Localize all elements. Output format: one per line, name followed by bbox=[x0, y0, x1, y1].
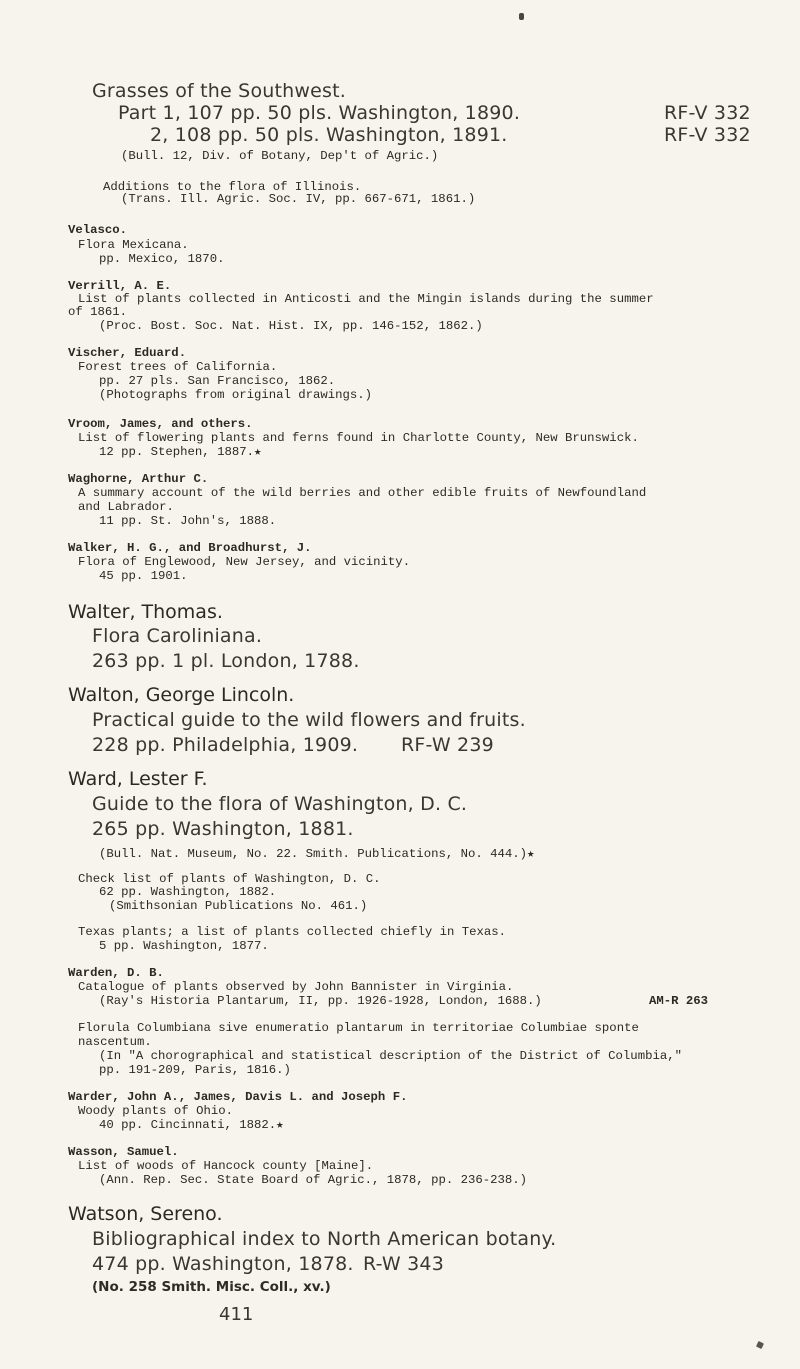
entry-series: pp. 191-209, Paris, 1816.) bbox=[99, 1063, 291, 1077]
entry-title: nascentum. bbox=[78, 1035, 152, 1049]
entry-title: List of woods of Hancock county [Maine]. bbox=[78, 1159, 374, 1173]
entry-imprint: 265 pp. Washington, 1881. bbox=[92, 818, 354, 840]
entry-note: (Photographs from original drawings.) bbox=[99, 388, 373, 402]
entry-imprint: 62 pp. Washington, 1882. bbox=[99, 885, 277, 899]
entry-author: Watson, Sereno. bbox=[68, 1203, 223, 1225]
call-number: RF-V 332 bbox=[664, 102, 751, 124]
entry-series: (Ann. Rep. Sec. State Board of Agric., 1878, pp. 236-238.) bbox=[99, 1173, 528, 1187]
entry-imprint: pp. 27 pls. San Francisco, 1862. bbox=[99, 374, 336, 388]
entry-author: Vischer, Eduard. bbox=[68, 346, 187, 360]
entry-imprint: 263 pp. 1 pl. London, 1788. bbox=[92, 650, 360, 672]
entry-author: Walton, George Lincoln. bbox=[68, 684, 295, 706]
entry-series: (No. 258 Smith. Misc. Coll., xv.) bbox=[92, 1279, 331, 1295]
entry-imprint: Part 1, 107 pp. 50 pls. Washington, 1890. bbox=[118, 102, 521, 124]
entry-title: Catalogue of plants observed by John Bannister in Virginia. bbox=[78, 980, 514, 994]
entry-title: Flora Mexicana. bbox=[78, 238, 189, 252]
entry-series: (Proc. Bost. Soc. Nat. Hist. IX, pp. 146-152, 1862.) bbox=[99, 319, 483, 333]
entry-series: (Trans. Ill. Agric. Soc. IV, pp. 667-671, 1861.) bbox=[121, 192, 476, 206]
entry-imprint: 45 pp. 1901. bbox=[99, 569, 188, 583]
entry-imprint: 11 pp. St. John's, 1888. bbox=[99, 514, 277, 528]
entry-title: List of plants collected in Anticosti and the Mingin islands during the summer bbox=[78, 292, 654, 306]
entry-title: and Labrador. bbox=[78, 500, 174, 514]
entry-author: Vroom, James, and others. bbox=[68, 417, 253, 431]
entry-series: (Bull. Nat. Museum, No. 22. Smith. Publications, No. 444.)★ bbox=[99, 847, 535, 861]
entry-imprint: 5 pp. Washington, 1877. bbox=[99, 939, 269, 953]
entry-title: of 1861. bbox=[68, 305, 128, 319]
entry-title: Flora Caroliniana. bbox=[92, 625, 263, 647]
page-number: 411 bbox=[219, 1304, 254, 1325]
entry-title: Guide to the flora of Washington, D. C. bbox=[92, 793, 468, 815]
entry-title: Grasses of the Southwest. bbox=[92, 80, 347, 102]
entry-imprint: pp. Mexico, 1870. bbox=[99, 252, 225, 266]
entry-author: Walker, H. G., and Broadhurst, J. bbox=[68, 541, 312, 555]
entry-author: Wasson, Samuel. bbox=[68, 1145, 179, 1159]
entry-author: Verrill, A. E. bbox=[68, 279, 172, 293]
entry-series: (In "A chorographical and statistical description of the District of Columbia," bbox=[99, 1049, 682, 1063]
entry-series: (Smithsonian Publications No. 461.) bbox=[109, 899, 368, 913]
entry-title: Woody plants of Ohio. bbox=[78, 1104, 233, 1118]
entry-imprint: 228 pp. Philadelphia, 1909. bbox=[92, 734, 359, 756]
call-number: RF-W 239 bbox=[401, 734, 494, 756]
entry-author: Velasco. bbox=[68, 223, 128, 237]
entry-title: Florula Columbiana sive enumeratio plantarum in territoriae Columbiae sponte bbox=[78, 1021, 639, 1035]
entry-author: Warder, John A., James, Davis L. and Joseph F. bbox=[68, 1090, 408, 1104]
entry-title: Forest trees of California. bbox=[78, 360, 278, 374]
entry-author: Warden, D. B. bbox=[68, 966, 164, 980]
entry-series: (Bull. 12, Div. of Botany, Dep't of Agric.) bbox=[121, 149, 439, 163]
call-number: R-W 343 bbox=[363, 1253, 445, 1275]
entry-author: Walter, Thomas. bbox=[68, 601, 223, 623]
entry-title: Check list of plants of Washington, D. C. bbox=[78, 872, 381, 886]
ink-speck-icon bbox=[756, 1341, 764, 1349]
entry-title: A summary account of the wild berries and other edible fruits of Newfoundland bbox=[78, 486, 647, 500]
entry-imprint: 40 pp. Cincinnati, 1882.★ bbox=[99, 1118, 284, 1132]
entry-author: Waghorne, Arthur C. bbox=[68, 472, 209, 486]
entry-title: Texas plants; a list of plants collected chiefly in Texas. bbox=[78, 925, 507, 939]
entry-title: List of flowering plants and ferns found in Charlotte County, New Brunswick. bbox=[78, 431, 639, 445]
entry-imprint: 12 pp. Stephen, 1887.★ bbox=[99, 445, 262, 459]
call-number: RF-V 332 bbox=[664, 124, 751, 146]
entry-author: Ward, Lester F. bbox=[68, 768, 208, 790]
entry-title: Flora of Englewood, New Jersey, and vicinity. bbox=[78, 555, 411, 569]
entry-title: Additions to the flora of Illinois. bbox=[103, 180, 362, 194]
entry-title: Bibliographical index to North American botany. bbox=[92, 1228, 557, 1250]
call-number: AM-R 263 bbox=[649, 994, 709, 1008]
entry-title: Practical guide to the wild flowers and fruits. bbox=[92, 709, 526, 731]
entry-imprint: 2, 108 pp. 50 pls. Washington, 1891. bbox=[150, 124, 508, 146]
ink-speck-icon bbox=[519, 13, 524, 20]
entry-imprint: 474 pp. Washington, 1878. bbox=[92, 1253, 354, 1275]
entry-series: (Ray's Historia Plantarum, II, pp. 1926-1928, London, 1688.) bbox=[99, 994, 542, 1008]
